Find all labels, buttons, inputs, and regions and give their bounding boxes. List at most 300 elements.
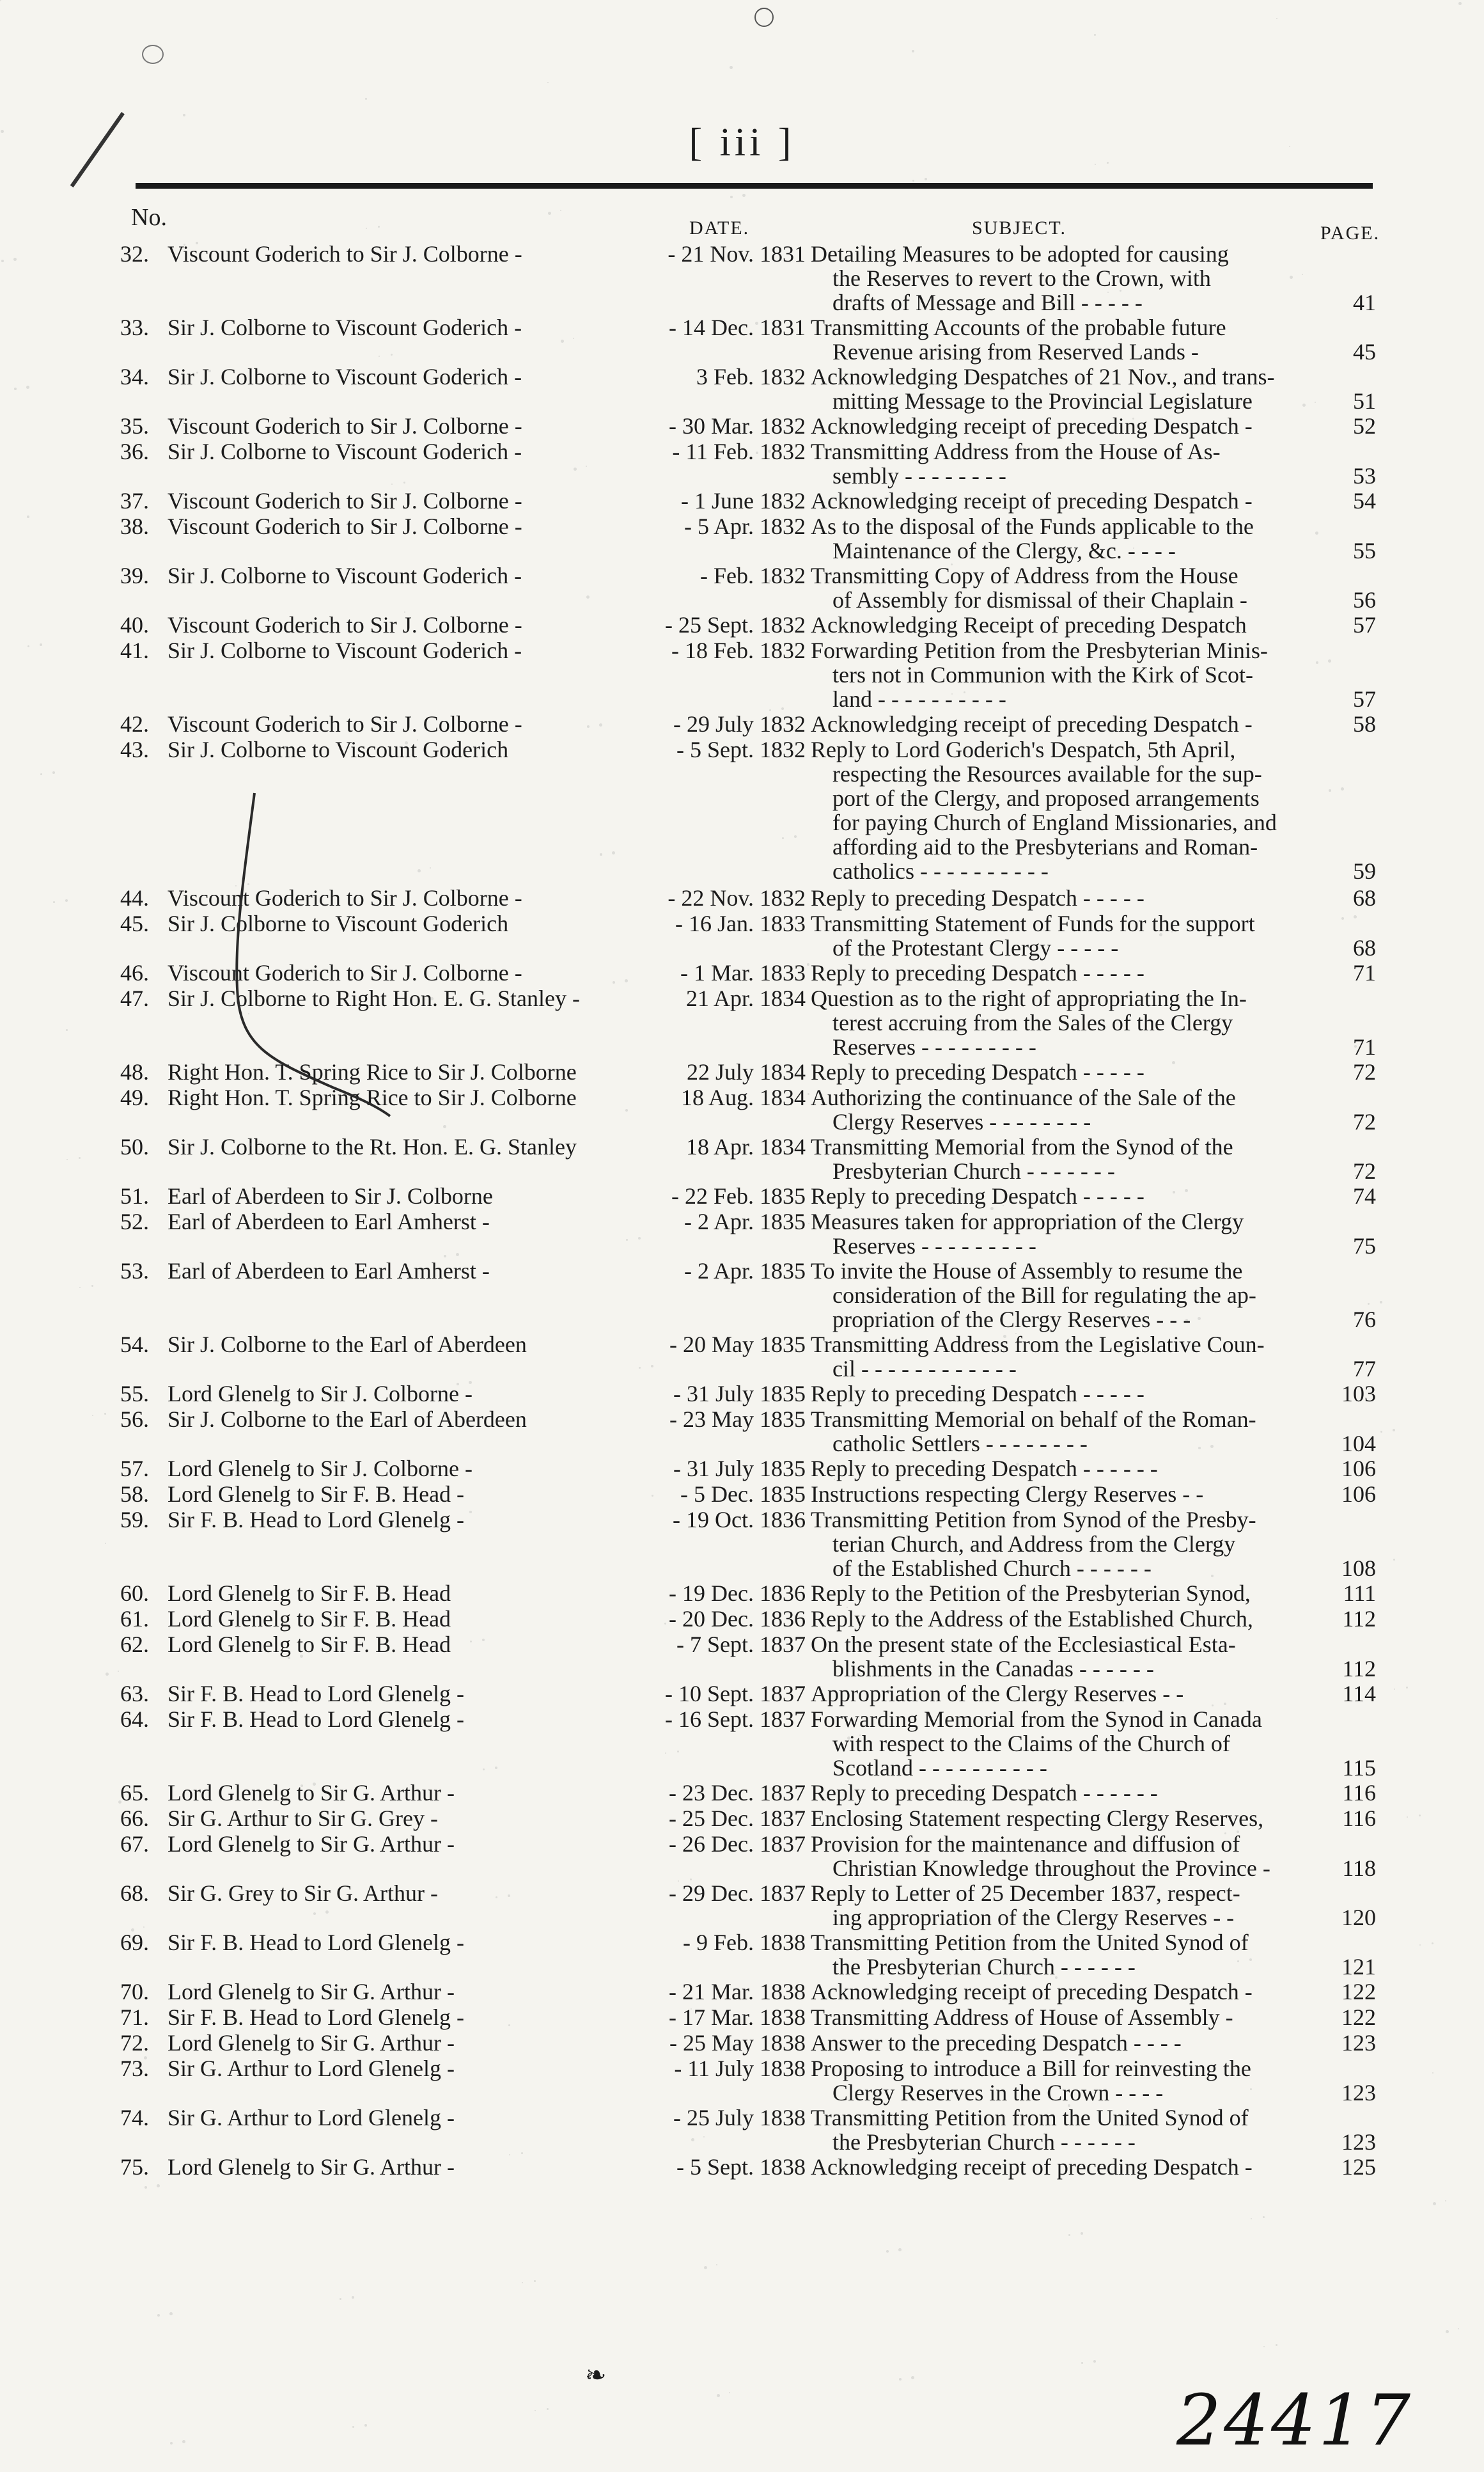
entry-subject	[811, 712, 1327, 736]
paper-speck	[196, 372, 198, 374]
index-entry	[0, 439, 1484, 489]
paper-speck	[990, 1077, 991, 1078]
paper-speck	[769, 709, 771, 711]
paper-speck	[1380, 1301, 1382, 1303]
paper-speck	[157, 2184, 160, 2187]
paper-speck	[1289, 146, 1290, 147]
entry-subject-line: ing appropriation of the Clergy Reserves - -	[832, 1905, 1235, 1930]
paper-speck	[26, 386, 29, 389]
paper-speck	[1003, 1335, 1006, 1338]
entry-subject-line: of the Protestant Clergy - - - - -	[832, 935, 1119, 961]
paper-speck	[1419, 1815, 1421, 1816]
paper-speck	[639, 1367, 641, 1369]
paper-speck	[248, 1013, 249, 1014]
paper-speck	[548, 212, 551, 215]
entry-subject-line: Reply to Letter of 25 December 1837, respect-	[811, 1880, 1240, 1906]
entry-number: 38.	[120, 514, 149, 539]
paper-speck	[92, 1415, 93, 1416]
paper-speck	[1029, 1720, 1032, 1723]
paper-speck	[403, 482, 405, 484]
index-entry	[0, 1632, 1484, 1681]
paper-speck	[496, 1896, 497, 1898]
entry-subject-line: Question as to the right of appropriating the In-	[811, 986, 1247, 1011]
entry-correspondents: Sir J. Colborne to Viscount Goderich -	[168, 563, 522, 588]
entry-subject	[811, 439, 1327, 488]
paper-speck	[1016, 1463, 1019, 1466]
paper-speck	[729, 2392, 730, 2393]
entry-subject	[811, 1707, 1327, 1780]
entry-page: 112	[1342, 1656, 1376, 1681]
index-entry	[0, 613, 1484, 638]
paper-speck	[14, 388, 17, 390]
entry-correspondents: Lord Glenelg to Sir F. B. Head	[168, 1606, 451, 1632]
entry-correspondents: Sir J. Colborne to Viscount Goderich	[168, 737, 509, 762]
paper-speck	[1302, 404, 1306, 407]
paper-speck	[444, 1255, 446, 1257]
entry-number: 54.	[120, 1332, 149, 1357]
paper-speck	[364, 2424, 367, 2427]
paper-speck	[522, 2282, 523, 2283]
entry-page: 111	[1343, 1580, 1376, 1606]
paper-speck	[795, 965, 797, 967]
paper-speck	[144, 2056, 147, 2059]
paper-speck	[340, 2298, 341, 2300]
paper-speck	[313, 1783, 316, 1786]
paper-speck	[144, 2186, 147, 2189]
paper-speck	[898, 2248, 902, 2251]
paper-speck	[91, 1285, 93, 1287]
paper-speck	[743, 324, 746, 326]
entry-page: 112	[1342, 1606, 1376, 1632]
index-entry	[0, 2031, 1484, 2056]
entry-subject-line: port of the Clergy, and proposed arrangements	[832, 785, 1260, 811]
paper-speck	[457, 1383, 459, 1385]
entry-number: 70.	[120, 1979, 149, 2004]
entry-subject	[811, 1681, 1327, 1706]
entry-correspondents: Lord Glenelg to Sir J. Colborne -	[168, 1381, 473, 1406]
entry-number: 53.	[120, 1258, 149, 1284]
paper-speck	[352, 2296, 354, 2299]
paper-speck	[118, 1671, 119, 1672]
paper-speck	[912, 50, 914, 52]
entry-subject	[811, 886, 1327, 910]
paper-speck	[79, 1287, 81, 1288]
entry-subject-line: Forwarding Memorial from the Synod in Canada	[811, 1706, 1262, 1732]
paper-speck	[834, 1479, 835, 1480]
entry-subject-line: Acknowledging receipt of preceding Despatch -	[811, 2154, 1253, 2180]
index-entry	[0, 2106, 1484, 2155]
paper-speck	[196, 242, 198, 244]
entry-subject-line: Reply to preceding Despatch - - - - -	[811, 885, 1144, 911]
paper-speck	[508, 1894, 510, 1897]
paper-speck	[327, 2170, 329, 2172]
entry-subject-line: respecting the Resources available for the sup-	[832, 761, 1262, 787]
paper-speck	[1003, 1205, 1004, 1206]
index-entry	[0, 1707, 1484, 1781]
entry-number: 63.	[120, 1681, 149, 1706]
entry-page: 118	[1342, 1855, 1376, 1881]
paper-speck	[509, 2154, 510, 2155]
paper-speck	[1368, 1303, 1370, 1305]
paper-speck	[169, 2312, 173, 2315]
entry-number: 52.	[120, 1209, 149, 1234]
entry-number: 56.	[120, 1406, 149, 1432]
paper-speck	[821, 1351, 822, 1352]
paper-speck	[989, 947, 991, 949]
entry-subject	[811, 1980, 1327, 2004]
entry-subject-line: Reply to preceding Despatch - - - - - -	[811, 1456, 1158, 1481]
entry-date: - 1 Mar. 1833	[680, 960, 806, 986]
paper-speck	[1263, 2346, 1265, 2347]
entry-number: 60.	[120, 1580, 149, 1606]
paper-speck	[0, 0, 1, 1]
entry-subject-line: Answer to the preceding Despatch - - - -	[811, 2030, 1182, 2056]
entry-number: 47.	[120, 986, 149, 1011]
entry-subject-line: Reserves - - - - - - - - -	[832, 1034, 1036, 1060]
entry-date: - 29 Dec. 1837	[669, 1880, 806, 1906]
index-entry	[0, 2056, 1484, 2106]
index-entry	[0, 1806, 1484, 1832]
entry-subject-line: Detailing Measures to be adopted for causing	[811, 241, 1229, 267]
entry-number: 58.	[120, 1481, 149, 1507]
entry-page: 54	[1353, 488, 1376, 514]
paper-speck	[1432, 1942, 1433, 1944]
entry-date: - 5 Sept. 1838	[676, 2154, 806, 2180]
entry-subject-line: On the present state of the Ecclesiastical Esta-	[811, 1632, 1236, 1657]
paper-speck	[456, 1253, 459, 1256]
paper-speck	[130, 1799, 132, 1800]
entry-subject	[811, 961, 1327, 985]
entry-subject-line: Acknowledging receipt of preceding Despatch -	[811, 711, 1253, 737]
paper-speck	[1159, 803, 1160, 805]
paper-speck	[1095, 164, 1096, 165]
entry-date: - 21 Mar. 1838	[669, 1979, 806, 2004]
entry-page: 123	[1341, 2030, 1376, 2056]
entry-subject-line: Transmitting Petition from Synod of the Presby-	[811, 1507, 1256, 1532]
paper-speck	[859, 1735, 861, 1736]
index-entry	[0, 1332, 1484, 1382]
paper-speck	[1042, 1719, 1045, 1722]
entry-subject-line: Scotland - - - - - - - - - -	[832, 1755, 1047, 1781]
index-entry	[0, 1832, 1484, 1881]
entry-date: - 10 Sept. 1837	[665, 1681, 806, 1706]
entry-subject-line: Reply to preceding Despatch - - - - -	[811, 1183, 1144, 1209]
entry-subject	[811, 1508, 1327, 1580]
entry-number: 62.	[120, 1632, 149, 1657]
paper-speck	[313, 1912, 316, 1915]
paper-speck	[534, 2280, 536, 2282]
paper-speck	[977, 949, 978, 950]
entry-number: 44.	[120, 885, 149, 911]
column-header-subject: SUBJECT.	[972, 217, 1066, 239]
entry-number: 61.	[120, 1606, 149, 1632]
entry-correspondents: Viscount Goderich to Sir J. Colborne -	[168, 612, 522, 638]
paper-speck	[287, 1527, 290, 1530]
paper-speck	[873, 1992, 876, 1996]
paper-speck	[1406, 1687, 1408, 1689]
entry-subject-line: Transmitting Memorial from the Synod of the	[811, 1134, 1233, 1160]
entry-subject	[811, 1259, 1327, 1332]
paper-speck	[261, 1141, 262, 1142]
paper-speck	[808, 1093, 809, 1095]
paper-speck	[1354, 915, 1357, 918]
index-entry	[0, 1060, 1484, 1085]
entry-page: 55	[1353, 538, 1376, 563]
paper-speck	[66, 1029, 68, 1031]
paper-speck	[1146, 675, 1147, 677]
paper-speck	[1068, 2104, 1070, 2107]
index-entry	[0, 563, 1484, 613]
index-entry	[0, 961, 1484, 986]
paper-speck	[730, 196, 733, 198]
entry-subject-line: Presbyterian Church - - - - - - -	[832, 1158, 1115, 1184]
paper-speck	[535, 2410, 536, 2411]
entry-page: 72	[1353, 1109, 1376, 1135]
entry-subject-line: of the Established Church - - - - - -	[832, 1555, 1152, 1581]
entry-page: 121	[1341, 1954, 1376, 1980]
paper-speck	[235, 755, 237, 757]
entry-subject-line: blishments in the Canadas - - - - - -	[832, 1656, 1154, 1681]
index-entry	[0, 2005, 1484, 2031]
paper-speck	[157, 2314, 160, 2317]
entry-correspondents: Sir J. Colborne to Viscount Goderich -	[168, 638, 522, 663]
entry-subject-line: the Presbyterian Church - - - - - -	[832, 2129, 1136, 2155]
entry-correspondents: Sir F. B. Head to Lord Glenelg -	[168, 1930, 465, 1955]
paper-speck	[613, 981, 615, 984]
paper-speck	[1173, 1191, 1175, 1193]
paper-speck	[1, 130, 4, 133]
entry-subject-line: Appropriation of the Clergy Reserves - -	[811, 1681, 1184, 1706]
entry-subject	[811, 911, 1327, 960]
entry-correspondents: Sir F. B. Head to Lord Glenelg -	[168, 2004, 465, 2030]
paper-speck	[911, 2376, 914, 2379]
entry-page: 77	[1353, 1356, 1376, 1382]
entry-subject-line: Transmitting Petition from the United Synod of	[811, 1930, 1249, 1955]
entry-date: - 25 May 1838	[669, 2030, 806, 2056]
entry-page: 51	[1353, 388, 1376, 414]
paper-speck	[1276, 2344, 1277, 2346]
paper-speck	[1394, 1689, 1395, 1690]
entry-subject	[811, 514, 1327, 563]
paper-speck	[755, 322, 758, 325]
paper-speck	[808, 1223, 809, 1224]
paper-speck	[27, 645, 29, 647]
entry-date: - 31 July 1835	[673, 1456, 806, 1481]
entry-number: 46.	[120, 960, 149, 986]
entry-correspondents: Sir J. Colborne to Right Hon. E. G. Stanley -	[168, 986, 580, 1011]
entry-subject-line: catholic Settlers - - - - - - - -	[832, 1431, 1088, 1456]
entry-subject-line: ters not in Communion with the Kirk of Scot-	[832, 662, 1253, 688]
paper-speck	[366, 228, 367, 229]
entry-date: 18 Aug. 1834	[680, 1085, 806, 1110]
paper-speck	[521, 2152, 523, 2154]
entry-number: 48.	[120, 1059, 149, 1085]
entry-page: 122	[1341, 2004, 1376, 2030]
entry-page: 58	[1353, 711, 1376, 737]
paper-speck	[781, 707, 784, 710]
entry-subject-line: terest accruing from the Sales of the Clergy	[832, 1010, 1233, 1035]
index-entry	[0, 1881, 1484, 1930]
paper-speck	[184, 244, 185, 246]
paper-speck	[1198, 1317, 1201, 1320]
entry-subject	[811, 1060, 1327, 1084]
paper-speck	[730, 66, 733, 69]
index-entry	[0, 1681, 1484, 1707]
paper-speck	[379, 356, 380, 357]
entry-subject-line: consideration of the Bill for regulating the ap-	[832, 1282, 1256, 1308]
entry-correspondents: Sir J. Colborne to the Earl of Aberdeen	[168, 1332, 527, 1357]
entry-subject	[811, 1930, 1327, 1979]
entry-number: 57.	[120, 1456, 149, 1481]
entry-page: 71	[1353, 1034, 1376, 1060]
index-entry	[0, 1482, 1484, 1508]
entry-subject-line: Transmitting Petition from the United Synod of	[811, 2105, 1249, 2130]
paper-speck	[1133, 547, 1134, 549]
entry-correspondents: Viscount Goderich to Sir J. Colborne -	[168, 885, 522, 911]
paper-speck	[40, 773, 42, 775]
paper-speck	[600, 853, 602, 856]
paper-speck	[768, 450, 771, 453]
entry-page: 104	[1341, 1431, 1376, 1456]
paper-speck	[886, 2120, 889, 2123]
entry-subject	[811, 1881, 1327, 1930]
paper-speck	[391, 484, 393, 485]
paper-speck	[665, 1752, 666, 1754]
paper-speck	[40, 643, 42, 646]
paper-speck	[547, 2408, 549, 2410]
index-entry	[0, 1781, 1484, 1806]
entry-subject-line: propriation of the Clergy Reserves - - -	[832, 1307, 1191, 1332]
paper-speck	[691, 2138, 694, 2141]
entry-date: - 19 Dec. 1836	[669, 1580, 806, 1606]
entry-page: 116	[1342, 1806, 1376, 1831]
entry-correspondents: Sir G. Arthur to Sir G. Grey -	[168, 1806, 438, 1831]
entry-subject	[811, 1209, 1327, 1258]
entry-subject-line: As to the disposal of the Funds applicable to the	[811, 514, 1254, 539]
index-entry	[0, 1930, 1484, 1980]
entry-correspondents: Viscount Goderich to Sir J. Colborne -	[168, 514, 522, 539]
paper-speck	[678, 1880, 679, 1882]
paper-speck	[262, 1271, 265, 1274]
entry-number: 32.	[120, 241, 149, 267]
entry-page: 45	[1353, 339, 1376, 365]
paper-speck	[1250, 2088, 1252, 2090]
entry-correspondents: Lord Glenelg to Sir G. Arthur -	[168, 1831, 455, 1857]
entry-page: 74	[1353, 1183, 1376, 1209]
entry-subject-line: for paying Church of England Missionaries, and	[832, 810, 1277, 835]
entry-number: 69.	[120, 1930, 149, 1955]
entry-subject-line: Forwarding Petition from the Presbyterian Minis-	[811, 638, 1268, 663]
entry-subject-line: Reserves - - - - - - - - -	[832, 1233, 1036, 1259]
paper-speck	[925, 178, 927, 180]
entry-subject-line: Reply to preceding Despatch - - - - -	[811, 960, 1144, 986]
entry-subject	[811, 563, 1327, 612]
paper-speck	[1212, 1704, 1214, 1706]
paper-speck	[508, 2024, 510, 2026]
paper-speck	[1, 260, 4, 262]
entry-correspondents: Viscount Goderich to Sir J. Colborne -	[168, 413, 522, 439]
column-header-date: DATE.	[689, 217, 750, 239]
paper-speck	[1159, 933, 1162, 936]
entry-correspondents: Sir J. Colborne to Viscount Goderich -	[168, 364, 522, 390]
paper-speck	[990, 1207, 994, 1210]
paper-speck	[53, 901, 55, 903]
paper-speck	[742, 194, 746, 197]
paper-speck	[223, 757, 224, 759]
entry-correspondents: Earl of Aberdeen to Earl Amherst -	[168, 1258, 490, 1284]
entry-date: - 11 July 1838	[674, 2056, 806, 2081]
paper-speck	[912, 180, 914, 182]
entry-subject	[811, 1184, 1327, 1208]
paper-speck	[339, 2168, 341, 2171]
entry-subject-line: Proposing to introduce a Bill for reinvesting the	[811, 2056, 1251, 2081]
entry-subject	[811, 2155, 1327, 2179]
entry-subject-line: Maintenance of the Clergy, &c. - - - -	[832, 538, 1176, 563]
entry-page: 41	[1353, 290, 1376, 315]
entry-subject	[811, 2106, 1327, 2154]
paper-speck	[1120, 290, 1121, 292]
paper-speck	[976, 819, 978, 821]
paper-speck	[1367, 1173, 1370, 1176]
entry-subject-line: Acknowledging receipt of preceding Despatch -	[811, 413, 1253, 439]
paper-speck	[1107, 162, 1109, 164]
paper-speck	[1185, 1189, 1188, 1192]
paper-speck	[1198, 1447, 1201, 1449]
entry-date: - 16 Sept. 1837	[665, 1706, 806, 1732]
column-header-no: No.	[131, 204, 167, 231]
paper-speck	[561, 340, 564, 343]
paper-speck	[769, 579, 771, 582]
paper-speck	[469, 1381, 472, 1384]
entry-subject	[811, 1085, 1327, 1134]
paper-stain-mark	[142, 45, 164, 64]
entry-subject-line: catholics - - - - - - - - - -	[832, 858, 1049, 884]
paper-speck	[1263, 2216, 1265, 2218]
paper-speck	[1120, 420, 1121, 421]
paper-speck	[1407, 1816, 1408, 1818]
paper-speck	[286, 1397, 288, 1398]
paper-speck	[1328, 659, 1331, 663]
entry-subject	[811, 1135, 1327, 1183]
entry-subject	[811, 1632, 1327, 1681]
entry-page: 75	[1353, 1233, 1376, 1259]
paper-speck	[899, 2378, 902, 2381]
index-entry	[0, 1135, 1484, 1184]
paper-speck	[847, 1736, 850, 1740]
entry-number: 49.	[120, 1085, 149, 1110]
paper-speck	[249, 1143, 252, 1146]
entry-date: - 16 Jan. 1833	[675, 911, 806, 936]
paper-speck	[1068, 2234, 1070, 2236]
paper-speck	[482, 1639, 485, 1641]
paper-speck	[378, 226, 380, 228]
index-entry	[0, 1382, 1484, 1407]
entry-date: - 23 Dec. 1837	[669, 1780, 806, 1806]
ink-blot-mark: ❧	[585, 2361, 607, 2389]
paper-speck	[1290, 276, 1293, 279]
paper-speck	[651, 1365, 653, 1367]
paper-speck	[1315, 531, 1318, 535]
entry-correspondents: Sir J. Colborne to the Earl of Aberdeen	[168, 1406, 527, 1432]
entry-correspondents: Viscount Goderich to Sir J. Colborne -	[168, 241, 522, 267]
entry-page: 120	[1341, 1905, 1376, 1930]
paper-speck	[13, 258, 17, 261]
paper-speck	[325, 1910, 329, 1914]
paper-speck	[301, 1784, 303, 1787]
entry-correspondents: Sir F. B. Head to Lord Glenelg -	[168, 1681, 465, 1706]
entry-subject-line: Reply to the Petition of the Presbyterian Synod,	[811, 1580, 1251, 1606]
entry-page: 72	[1353, 1158, 1376, 1184]
